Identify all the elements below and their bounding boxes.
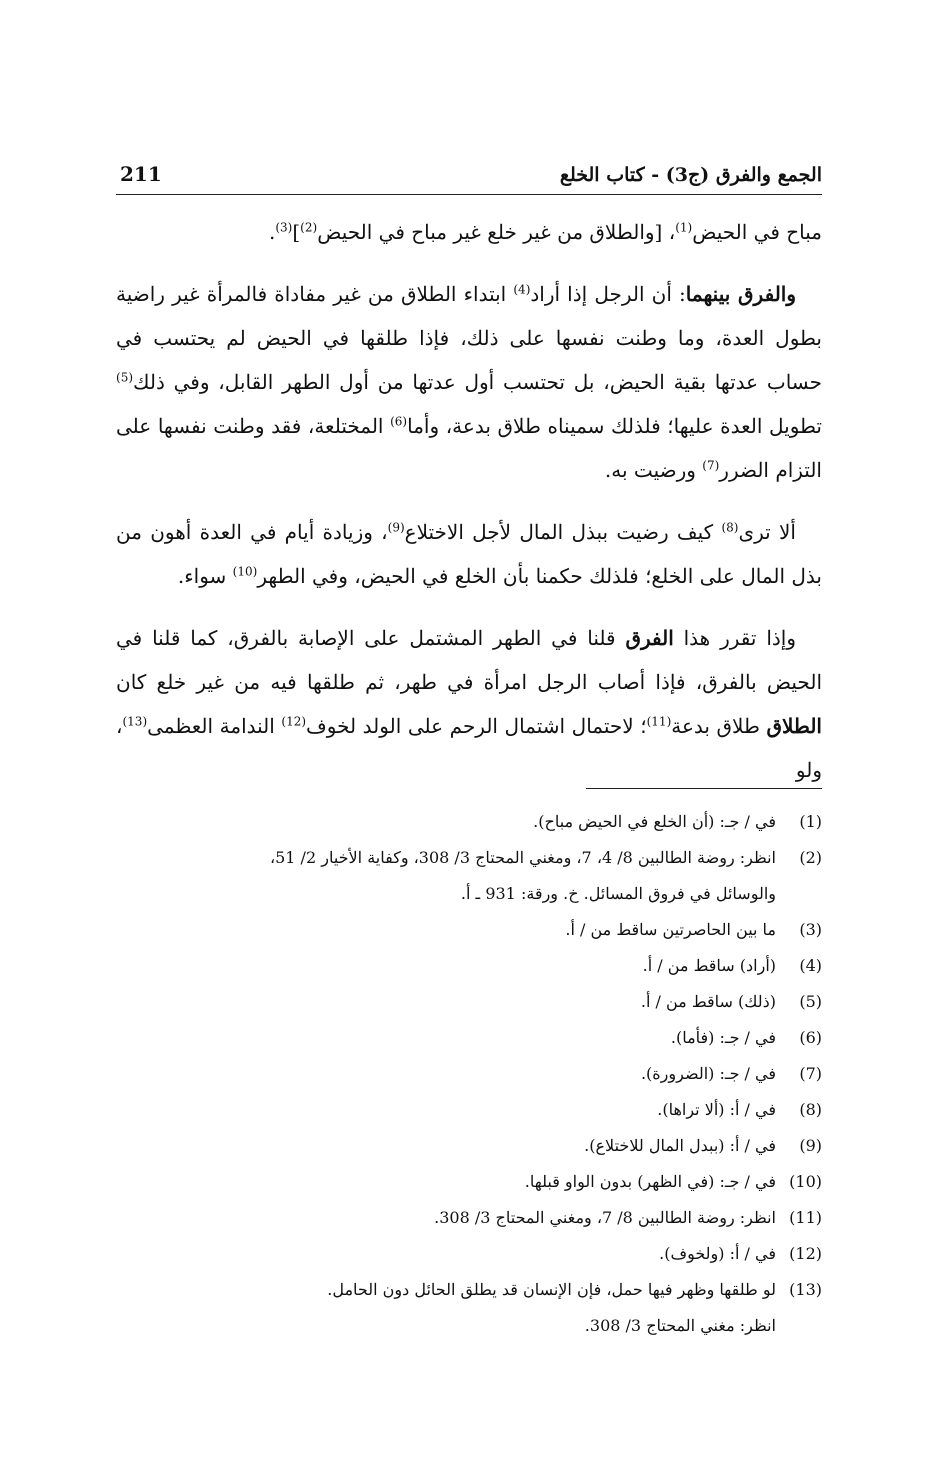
footnote-text: في / جـ: (الضرورة). — [640, 1064, 776, 1083]
footnotes-list — [116, 804, 822, 1344]
footnote-item — [116, 1236, 822, 1272]
paragraph-4 — [116, 616, 822, 792]
footnote-text: انظر: روضة الطالبين 8/ 7، ومغني المحتاج 3/ 308. — [434, 1208, 776, 1227]
footnote-item — [116, 948, 822, 984]
page-header — [116, 150, 822, 195]
footnote-ref: (5) — [116, 370, 134, 385]
footnote-number: (9) — [799, 1136, 822, 1155]
text-run: طلاق بدعة — [671, 714, 767, 738]
footnote-number: (6) — [799, 1028, 822, 1047]
bold-term: الفرق — [625, 626, 674, 650]
footnote-item — [116, 984, 822, 1020]
footnote-text: انظر: روضة الطالبين 8/ 4، 7، ومغني المحتاج 3/ 308، وكفاية الأخيار 2/ 51، — [269, 848, 776, 867]
footnote-item — [116, 1056, 822, 1092]
footnote-item — [116, 1272, 822, 1308]
text-run: قلنا في الطهر المشتمل على الإصابة بالفرق، كما قلنا في الحيض بالفرق، فإذا أصاب الرجل امرأة في طهر، ثم طلقها فيه من غير خلع كان — [116, 626, 822, 694]
footnote-ref: (9) — [387, 520, 405, 535]
footnote-ref: (8) — [721, 520, 739, 535]
footnote-number: (1) — [799, 812, 822, 831]
footnote-text: (أراد) ساقط من / أ. — [642, 956, 776, 975]
footnote-ref: (12) — [281, 714, 307, 729]
footnote-text: في / أ: (ألا تراها). — [657, 1100, 776, 1119]
text-run: . — [268, 220, 276, 244]
footnote-item — [116, 912, 822, 948]
text-run: : أن الرجل إذا أراد — [530, 282, 686, 306]
text-run: الندامة العظمى — [147, 714, 282, 738]
text-run: ، وزيادة أيام في العدة أهون من بذل المال على الخلع؛ فلذلك حكمنا بأن الخلع في الحيض، وفي الطهر — [116, 520, 822, 588]
footnote-item — [116, 804, 822, 840]
page-number: 211 — [120, 162, 162, 186]
text-run: المختلعة، فقد وطنت نفسها على التزام الضرر — [116, 414, 822, 482]
text-run: كيف رضيت ببذل المال لأجل الاختلاع — [404, 520, 722, 544]
footnote-continuation: والوسائل في فروق المسائل. خ. ورقة: 931 ـ أ. — [460, 884, 776, 903]
footnote-ref: (3) — [275, 220, 293, 235]
text-run: ] — [292, 220, 301, 244]
text-run: ألا ترى — [738, 520, 796, 544]
footnote-number: (13) — [789, 1280, 822, 1299]
text-run: وإذا تقرر هذا — [673, 626, 797, 650]
footnote-text: في / جـ: (فأما). — [670, 1028, 776, 1047]
footnote-ref: (6) — [390, 414, 408, 429]
footnote-number: (12) — [789, 1244, 822, 1263]
footnote-number: (10) — [789, 1172, 822, 1191]
footnote-item — [116, 1200, 822, 1236]
footnote-ref: (13) — [122, 714, 148, 729]
footnote-text: في / جـ: (أن الخلع في الحيض مباح). — [533, 812, 776, 831]
footnote-ref: (2) — [300, 220, 318, 235]
text-run: ، [والطلاق من غير خلع غير مباح في الحيض — [317, 220, 676, 244]
footnote-ref: (7) — [702, 458, 720, 473]
footnote-ref: (1) — [675, 220, 693, 235]
footnote-text: في / جـ: (في الظهر) بدون الواو قبلها. — [524, 1172, 776, 1191]
footnote-ref: (4) — [513, 282, 531, 297]
footnote-text: لو طلقها وظهر فيها حمل، فإن الإنسان قد يطلق الحائل دون الحامل. — [327, 1280, 776, 1299]
text-run: ؛ لاحتمال اشتمال الرحم على الولد لخوف — [306, 714, 647, 738]
footnote-item — [116, 1020, 822, 1056]
footnote-divider — [586, 788, 822, 789]
footnote-item — [116, 1128, 822, 1164]
text-run: تطويل العدة عليها؛ فلذلك سميناه طلاق بدعة، وأما — [407, 414, 822, 438]
text-run: مباح في الحيض — [692, 220, 822, 244]
footnote-number: (2) — [799, 848, 822, 867]
bold-term: الطلاق — [766, 714, 822, 738]
footnote-item — [116, 840, 822, 876]
bold-term: والفرق بينهما — [685, 282, 797, 306]
footnote-ref: (10) — [232, 564, 258, 579]
text-run: ورضيت به. — [604, 458, 703, 482]
footnote-number: (3) — [799, 920, 822, 939]
text-run: سواء. — [177, 564, 233, 588]
footnote-number: (11) — [789, 1208, 822, 1227]
text-run: ابتداء الطلاق من غير مفاداة فالمرأة غير راضية بطول العدة، وما وطنت نفسها على ذلك، فإذا طلقها في الحيض لم يحتسب في حساب عدتها بقية الحيض، بل تحتسب أول عدتها من أول الطهر القابل، وفي ذلك — [116, 282, 822, 394]
footnote-ref: (11) — [646, 714, 672, 729]
footnote-number: (5) — [799, 992, 822, 1011]
paragraph-3 — [116, 510, 822, 598]
footnote-number: (8) — [799, 1100, 822, 1119]
footnote-continuation: انظر: مغني المحتاج 3/ 308. — [584, 1316, 776, 1335]
footnote-text: في / أ: (ولخوف). — [659, 1244, 776, 1263]
footnote-item — [116, 1164, 822, 1200]
running-title: الجمع والفرق (ج3) - كتاب الخلع — [559, 164, 822, 186]
main-text — [116, 210, 822, 810]
footnote-item — [116, 1092, 822, 1128]
paragraph-2 — [116, 272, 822, 492]
footnote-number: (4) — [799, 956, 822, 975]
text-run: ، ولو — [116, 714, 822, 782]
paragraph-1 — [116, 210, 822, 254]
footnote-text: (ذلك) ساقط من / أ. — [640, 992, 776, 1011]
footnote-text: ما بين الحاصرتين ساقط من / أ. — [565, 920, 776, 939]
footnote-number: (7) — [799, 1064, 822, 1083]
footnote-text: في / أ: (ببدل المال للاختلاع). — [584, 1136, 776, 1155]
